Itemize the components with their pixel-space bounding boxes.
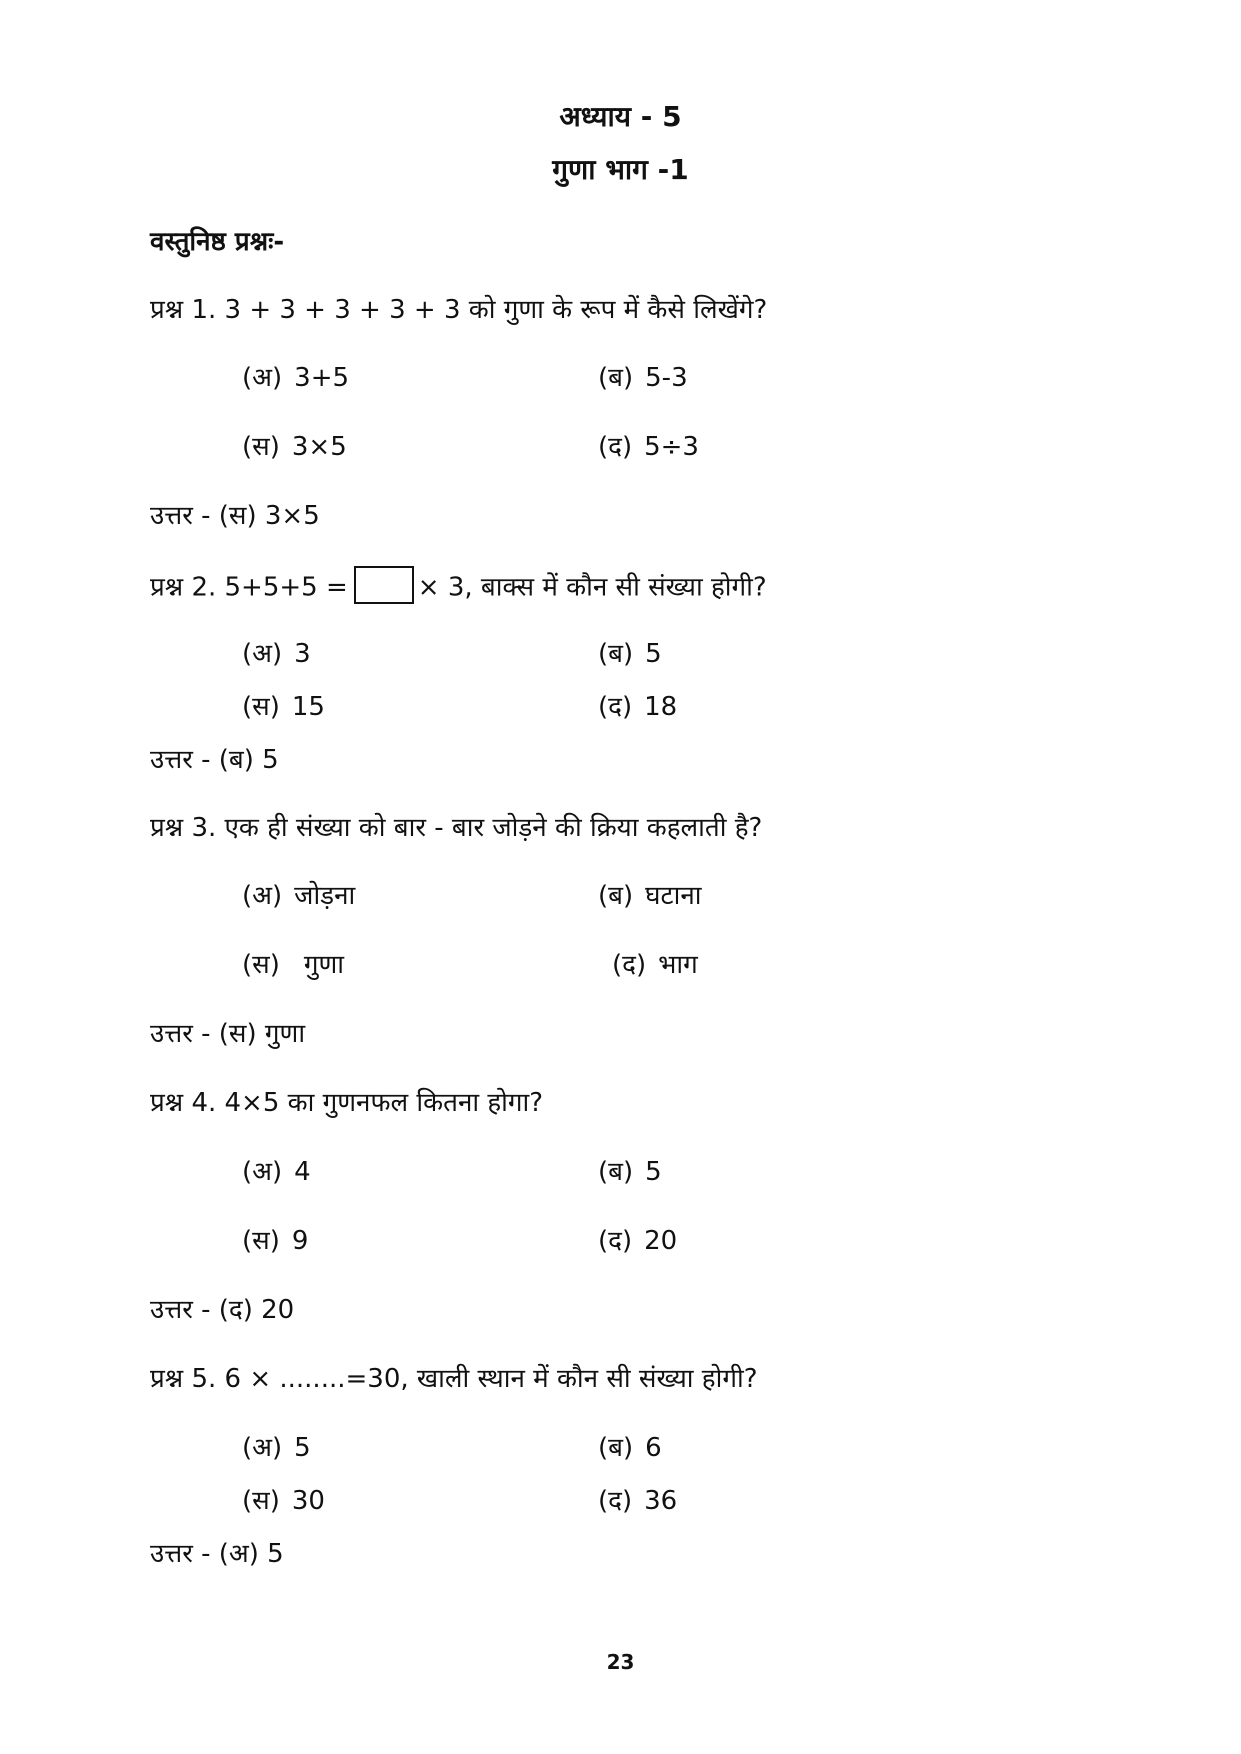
option-label: (द) [612,950,647,980]
option-label: (अ) [242,639,283,669]
option-label: (ब) [598,363,634,393]
option-label: (अ) [242,1433,283,1463]
q5-option-a [242,1432,311,1464]
option-value: 18 [644,692,678,722]
q5-option-c [242,1485,325,1517]
q4-option-d [598,1225,677,1257]
question-2-text-before: प्रश्न 2. 5+5+5 = [150,572,348,603]
option-value: 5-3 [645,363,688,393]
question-3-answer: उत्तर - (स) गुणा [150,1019,306,1049]
option-label: (स) [242,950,280,980]
q1-option-c [242,431,347,463]
q2-option-c [242,691,325,723]
option-value: 6 [645,1433,662,1463]
option-label: (ब) [598,1433,634,1463]
page-number: 23 [606,1650,635,1674]
answer-box [354,566,414,604]
chapter-heading: अध्याय - 5 [559,100,682,133]
q4-option-b [598,1156,662,1188]
question-1-answer: उत्तर - (स) 3×5 [150,501,320,531]
question-4-text: प्रश्न 4. 4×5 का गुणनफल कितना होगा? [150,1088,544,1118]
option-value: गुणा [303,950,345,980]
option-value: 5 [294,1433,311,1463]
option-value: घटाना [645,881,702,911]
option-label: (द) [598,1226,633,1256]
q4-option-c [242,1225,308,1257]
q3-option-d [612,949,698,981]
option-value: 20 [644,1226,678,1256]
option-value: 4 [294,1157,311,1187]
section-title: वस्तुनिष्ठ प्रश्नः- [150,227,285,257]
option-value: 9 [291,1226,309,1256]
option-label: (द) [598,432,633,462]
option-label: (ब) [598,1157,634,1187]
option-value: 15 [291,692,325,722]
q3-option-a [242,880,355,912]
question-3-text: प्रश्न 3. एक ही संख्या को बार - बार जोड़ने की क्रिया कहलाती है? [150,813,763,843]
option-label: (स) [242,1486,280,1516]
q2-option-d [598,691,677,723]
option-label: (अ) [242,881,283,911]
question-1-text: प्रश्न 1. 3 + 3 + 3 + 3 + 3 को गुणा के रूप में कैसे लिखेंगे? [150,295,768,325]
option-label: (स) [242,692,280,722]
option-label: (अ) [242,363,283,393]
q1-option-a [242,362,349,394]
q3-option-b [598,880,702,912]
option-value: 5 [645,639,662,669]
option-value: 30 [291,1486,325,1516]
q2-option-a [242,638,311,670]
option-value: जोड़ना [294,881,356,911]
question-5-answer: उत्तर - (अ) 5 [150,1539,284,1569]
q2-option-b [598,638,662,670]
option-label: (अ) [242,1157,283,1187]
option-value: 3+5 [294,363,350,393]
q1-option-d [598,431,699,463]
option-value: 3×5 [291,432,347,462]
question-4-answer: उत्तर - (द) 20 [150,1295,295,1325]
q3-option-c [242,949,344,981]
option-label: (ब) [598,639,634,669]
option-label: (द) [598,1486,633,1516]
chapter-title: गुणा भाग -1 [552,153,689,186]
q5-option-d [598,1485,677,1517]
q5-option-b [598,1432,662,1464]
option-value: 3 [294,639,311,669]
question-2-answer: उत्तर - (ब) 5 [150,745,279,775]
option-label: (द) [598,692,633,722]
option-value: 5÷3 [644,432,699,462]
option-value: 36 [644,1486,678,1516]
option-label: (स) [242,432,280,462]
option-label: (ब) [598,881,634,911]
question-2-text-after: × 3, बाक्स में कौन सी संख्या होगी? [417,572,767,603]
question-2-text [150,569,767,607]
option-label: (स) [242,1226,280,1256]
q1-option-b [598,362,688,394]
option-value: 5 [645,1157,662,1187]
option-value: भाग [658,950,698,980]
question-5-text: प्रश्न 5. 6 × ........=30, खाली स्थान में कौन सी संख्या होगी? [150,1364,758,1394]
q4-option-a [242,1156,311,1188]
